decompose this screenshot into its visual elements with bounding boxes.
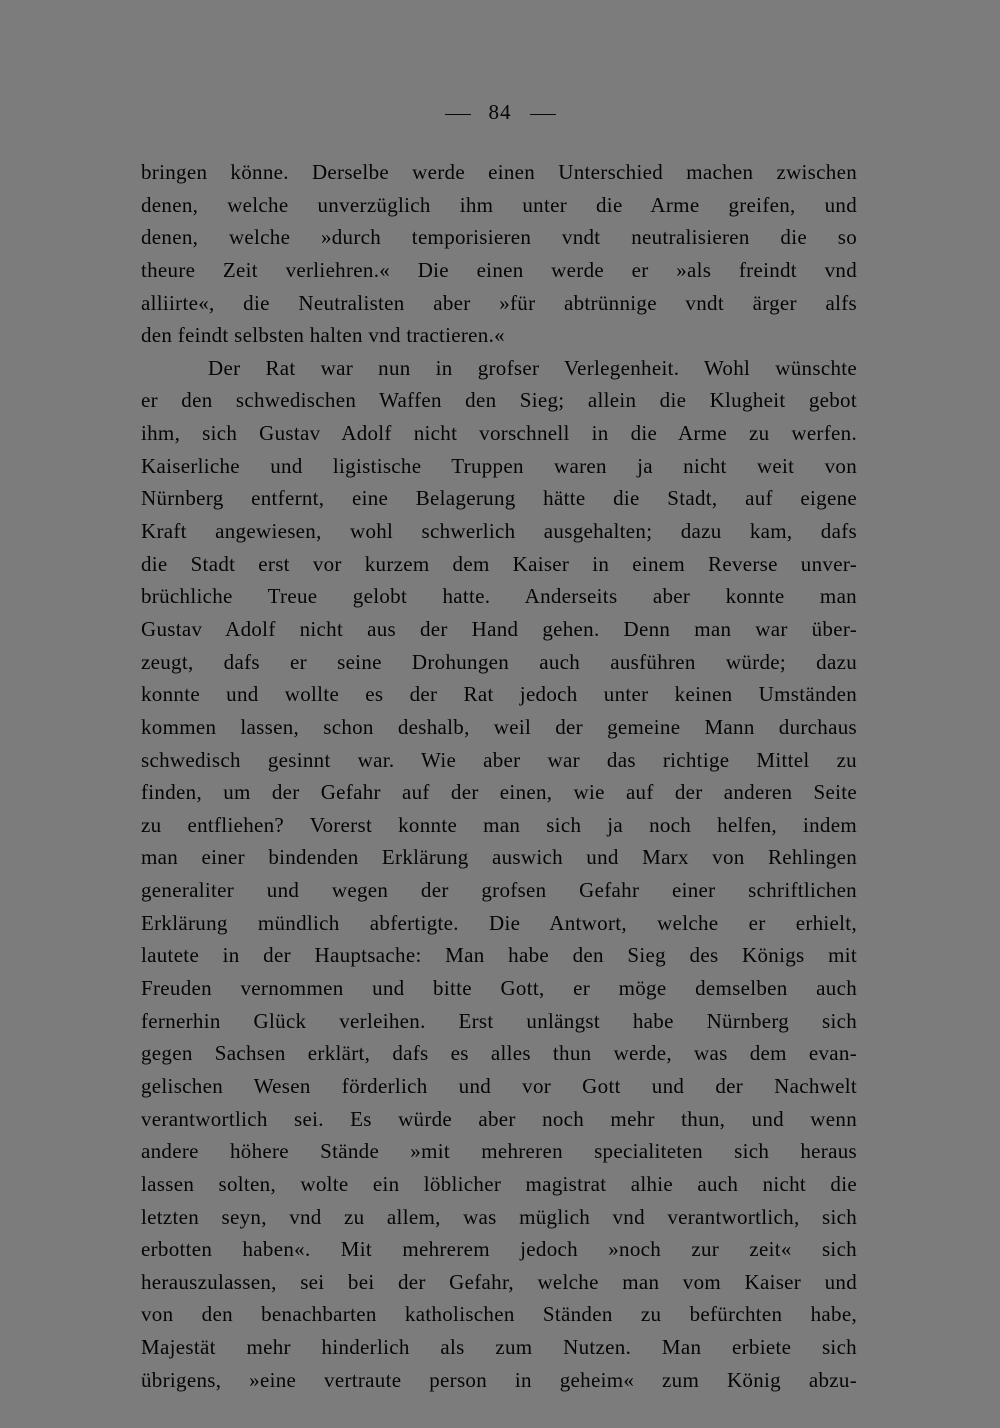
text-line: man einer bindenden Erklärung auswich und Marx von Rehlingen bbox=[141, 845, 857, 870]
text-line: andere höhere Stände »mit mehreren specialiteten sich heraus bbox=[141, 1139, 857, 1164]
text-line: lassen solten, wolte ein löblicher magistrat alhie auch nicht die bbox=[141, 1171, 857, 1196]
text-line: Kaiserliche und ligistische Truppen waren ja nicht weit von bbox=[141, 453, 857, 478]
text-line: lautete in der Hauptsache: Man habe den Sieg des Königs mit bbox=[141, 943, 857, 968]
text-line: er den schwedischen Waffen den Sieg; allein die Klugheit gebot bbox=[141, 388, 857, 413]
page-number-header bbox=[0, 97, 1000, 127]
text-line: denen, welche »durch temporisieren vndt neutralisieren die so bbox=[141, 225, 857, 250]
text-line: erbotten haben«. Mit mehrerem jedoch »noch zur zeit« sich bbox=[141, 1237, 857, 1262]
text-line: Nürnberg entfernt, eine Belagerung hätte die Stadt, auf eigene bbox=[141, 486, 857, 511]
text-line: schwedisch gesinnt war. Wie aber war das richtige Mittel zu bbox=[141, 747, 857, 772]
text-line: Gustav Adolf nicht aus der Hand gehen. Denn man war über- bbox=[141, 616, 857, 641]
text-line: fernerhin Glück verleihen. Erst unlängst habe Nürnberg sich bbox=[141, 1008, 857, 1033]
text-line: Der Rat war nun in grofser Verlegenheit. Wohl wünschte bbox=[208, 355, 857, 380]
text-line: generaliter und wegen der grofsen Gefahr einer schriftlichen bbox=[141, 878, 857, 903]
text-line: bringen könne. Derselbe werde einen Unterschied machen zwischen bbox=[141, 160, 857, 184]
body-text bbox=[141, 156, 857, 1396]
text-line: finden, um der Gefahr auf der einen, wie auf der anderen Seite bbox=[141, 780, 857, 805]
left-dash bbox=[445, 114, 471, 115]
text-line: herauszulassen, sei bei der Gefahr, welche man vom Kaiser und bbox=[141, 1269, 857, 1294]
text-line: konnte und wollte es der Rat jedoch unter keinen Umständen bbox=[141, 682, 857, 707]
text-line: denen, welche unverzüglich ihm unter die Arme greifen, und bbox=[141, 192, 857, 217]
text-line: letzten seyn, vnd zu allem, was müglich vnd verantwortlich, sich bbox=[141, 1204, 857, 1229]
text-line: Majestät mehr hinderlich als zum Nutzen. Man erbiete sich bbox=[141, 1335, 857, 1360]
text-line: brüchliche Treue gelobt hatte. Anderseits aber konnte man bbox=[141, 584, 857, 609]
text-line: Kraft angewiesen, wohl schwerlich ausgehalten; dazu kam, dafs bbox=[141, 519, 857, 544]
text-line: den feindt selbsten halten vnd tractieren.« bbox=[141, 323, 505, 348]
text-line: alliirte«, die Neutralisten aber »für abtrünnige vndt ärger alfs bbox=[141, 290, 857, 315]
text-line: die Stadt erst vor kurzem dem Kaiser in einem Reverse unver- bbox=[141, 551, 857, 576]
text-line: von den benachbarten katholischen Ständen zu befürchten habe, bbox=[141, 1302, 857, 1327]
text-line: gegen Sachsen erklärt, dafs es alles thun werde, was dem evan- bbox=[141, 1041, 857, 1066]
text-line: Erklärung mündlich abfertigte. Die Antwort, welche er erhielt, bbox=[141, 910, 857, 935]
text-line: kommen lassen, schon deshalb, weil der gemeine Mann durchaus bbox=[141, 714, 857, 739]
text-line: zeugt, dafs er seine Drohungen auch ausführen würde; dazu bbox=[141, 649, 857, 674]
text-line: verantwortlich sei. Es würde aber noch mehr thun, und wenn bbox=[141, 1106, 857, 1131]
text-line: gelischen Wesen förderlich und vor Gott und der Nachwelt bbox=[141, 1073, 857, 1098]
text-line: ihm, sich Gustav Adolf nicht vorschnell in die Arme zu werfen. bbox=[141, 421, 857, 446]
text-line: übrigens, »eine vertraute person in geheim« zum König abzu- bbox=[141, 1367, 857, 1392]
right-dash bbox=[530, 114, 556, 115]
text-line: zu entfliehen? Vorerst konnte man sich ja noch helfen, indem bbox=[141, 812, 857, 837]
page-number: 84 bbox=[488, 100, 512, 124]
text-line: theure Zeit verliehren.« Die einen werde er »als freindt vnd bbox=[141, 257, 857, 282]
text-line: Freuden vernommen und bitte Gott, er möge demselben auch bbox=[141, 976, 857, 1001]
